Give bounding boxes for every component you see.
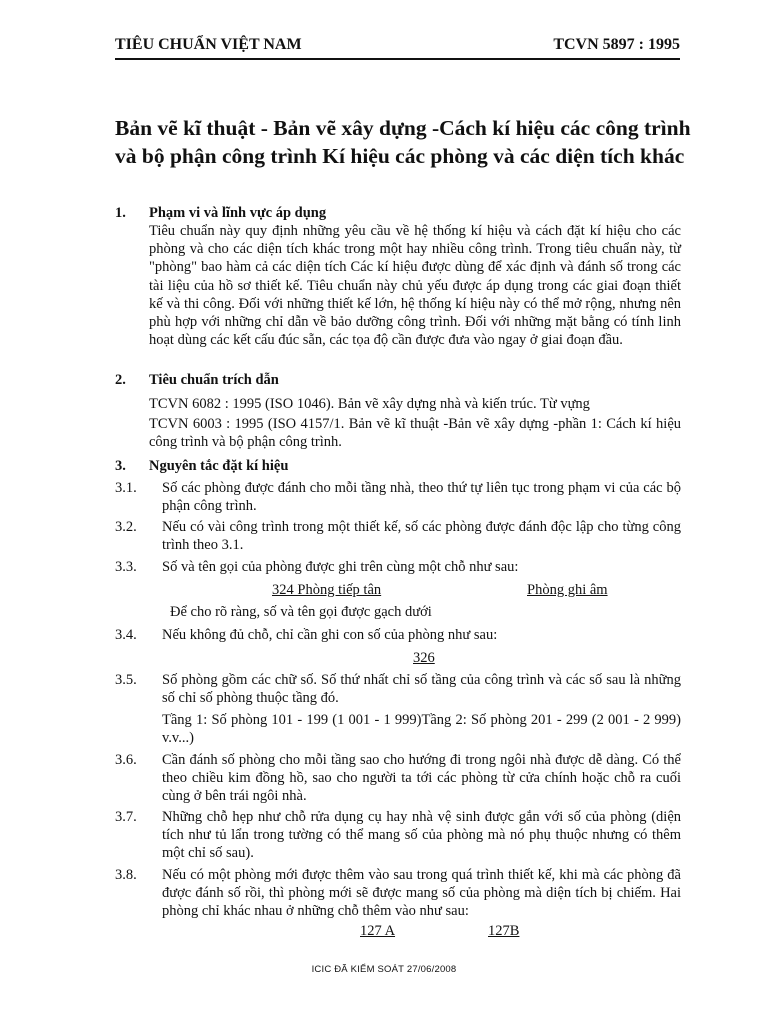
reference-2: TCVN 6003 : 1995 (ISO 4157/1. Bản vẽ kĩ thuật -Bản vẽ xây dựng -phần 1: Cách kí hiệu công trình và bộ phận công trình. [149,416,681,451]
clause-number: 3.7. [115,809,137,825]
clause-number: 3.8. [115,867,137,883]
clause-number: 3.5. [115,672,137,688]
clause-text: Số phòng gồm các chữ số. Số thứ nhất chỉ số tầng của công trình và các số sau là những số chỉ số phòng thuộc tầng đó. [162,672,681,707]
example-room-reception: 324 Phòng tiếp tân [272,582,382,598]
section-1-body: Tiêu chuẩn này quy định những yêu cầu về hệ thống kí hiệu và cách đặt kí hiệu cho các phòng và cho các diện tích khác trong một hay nhiều công trình. Trong tiêu chuẩn này, từ "phòng" bao hàm cả các diện tích Các kí hiệu được dùng để xác định và đánh số trong các tài liệu của hồ sơ thiết kế. Tiêu chuẩn này chủ yếu được áp dụng trong các giai đoạn thiết kế và thi công. Đối với những thiết kế lớn, hệ thống kí hiệu này có thể mở rộng, nhưng nên phù hợp với những chỉ dẫn về bảo dưỡng công trình. Đối với những mặt bằng có tính linh hoạt dùng các kết cấu đúc sẵn, các tọa độ cần được đưa vào ngay ở giai đoạn đầu. [149,223,681,349]
clause-text: Những chỗ hẹp như chỗ rửa dụng cụ hay nhà vệ sinh được gắn với số của phòng (diện tích như tủ lẩn trong tường có thể mang số của phòng mà nó phụ thuộc nhưng có thêm một chỉ số sau). [162,809,681,862]
clause-text: Cần đánh số phòng cho mỗi tầng sao cho hướng đi trong ngôi nhà được dễ dàng. Có thể theo chiều kim đồng hồ, sao cho người ta tới các phòng từ cửa chính hoặc chỗ ra cuối cùng ở bên trái ngôi nhà. [162,752,681,805]
header-standard-name: TIÊU CHUẨN VIỆT NAM [115,36,302,53]
clause-number: 3.2. [115,519,137,535]
section-number: 2. [115,372,126,388]
clause-text: Nếu có một phòng mới được thêm vào sau trong quá trình thiết kế, khi mà các phòng đã được đánh số rồi, thì phòng mới sẽ được mang số của phòng mà diện tích bị chiếm. Hai phòng chỉ khác nhau ở những chỗ thêm vào như sau: [162,867,681,920]
clause-text: Số và tên gọi của phòng được ghi trên cùng một chỗ như sau: [162,559,519,575]
section-title: Phạm vi và lĩnh vực áp dụng [149,205,327,221]
reference-1: TCVN 6082 : 1995 (ISO 1046). Bản vẽ xây dựng nhà và kiến trúc. Từ vựng [149,396,590,412]
clause-number: 3.4. [115,627,137,643]
section-number: 3. [115,458,126,474]
clause-text: Nếu không đủ chỗ, chỉ cần ghi con số của phòng như sau: [162,627,498,643]
section-title: Nguyên tắc đặt kí hiệu [149,458,289,474]
header-rule [115,58,680,60]
clause-text: Số các phòng được đánh cho mỗi tầng nhà, theo thứ tự liên tục trong phạm vi của các bộ phận công trình. [162,480,681,515]
example-room-127a: 127 A [360,923,396,939]
page-footer-stamp: ICIC ĐÃ KIỂM SOÁT 27/06/2008 [311,964,457,975]
example-note: Để cho rõ ràng, số và tên gọi được gạch dưới [170,604,432,620]
clause-number: 3.3. [115,559,137,575]
clause-number: 3.1. [115,480,137,496]
section-title: Tiêu chuẩn trích dẫn [149,372,279,388]
document-title: Bản vẽ kĩ thuật - Bản vẽ xây dựng -Cách kí hiệu các công trình và bộ phận công trình Kí hiệu các phòng và các diện tích khác [115,116,691,168]
example-room-recording: Phòng ghi âm [527,582,608,598]
section-number: 1. [115,205,126,221]
clause-text: Nếu có vài công trình trong một thiết kế, số các phòng được đánh độc lập cho từng công trình theo 3.1. [162,519,681,554]
example-floor-numbering: Tầng 1: Số phòng 101 - 199 (1 001 - 1 999)Tầng 2: Số phòng 201 - 299 (2 001 - 2 999) v.v...) [162,712,681,747]
header-standard-code: TCVN 5897 : 1995 [553,36,680,53]
example-room-127b: 127B [488,923,520,939]
page-header [115,36,680,58]
example-room-number: 326 [413,650,435,666]
clause-number: 3.6. [115,752,137,768]
